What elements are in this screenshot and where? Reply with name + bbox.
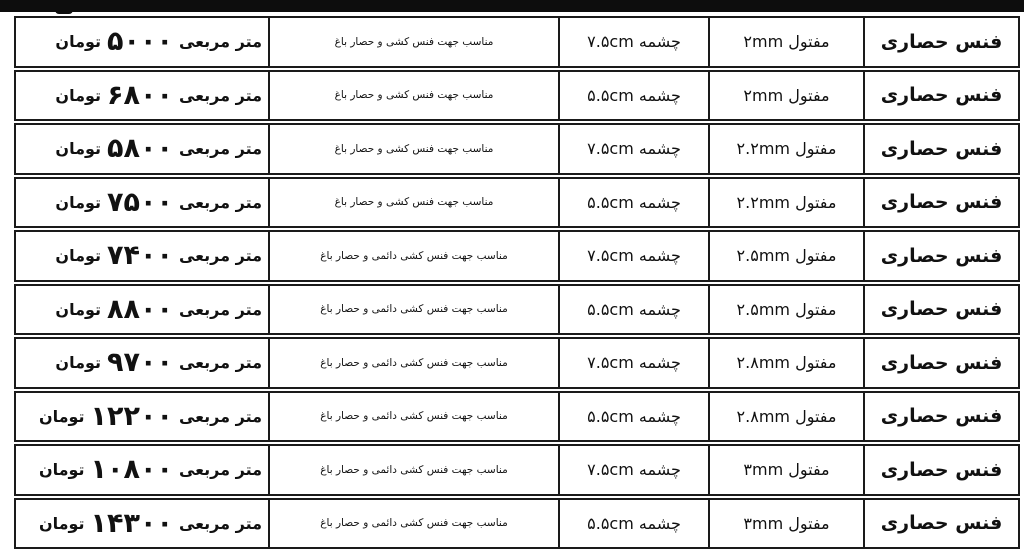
table-row (14, 284, 1020, 336)
wire-gauge-cell: مفتول ۲mm (708, 18, 863, 66)
table-row (14, 230, 1020, 282)
table-row (14, 391, 1020, 443)
price-value: ۸۸۰۰ (107, 293, 173, 325)
wire-gauge-cell: مفتول ۲.۲mm (708, 179, 863, 227)
product-name-cell: فنس حصاری (863, 179, 1018, 227)
price-value: ۶۸۰۰ (107, 79, 173, 111)
product-name-cell: فنس حصاری (863, 339, 1018, 387)
table-row (14, 498, 1020, 550)
wire-gauge-cell: مفتول ۳mm (708, 446, 863, 494)
usage-cell: مناسب جهت فنس کشی دائمی و حصار باغ (268, 232, 558, 280)
price-currency: تومان (38, 460, 85, 480)
price-currency: تومان (55, 246, 102, 266)
product-name-cell: فنس حصاری (863, 393, 1018, 441)
product-name-cell: فنس حصاری (863, 72, 1018, 120)
table-row (14, 177, 1020, 229)
wire-gauge-cell: مفتول ۳mm (708, 500, 863, 548)
mesh-size-cell: چشمه ۷.۵cm (558, 232, 708, 280)
mesh-size-cell: چشمه ۵.۵cm (558, 179, 708, 227)
price-currency: تومان (38, 406, 85, 426)
price-value: ۷۴۰۰ (107, 240, 173, 272)
price-cell (16, 286, 268, 334)
wire-gauge-cell: مفتول ۲.۸mm (708, 393, 863, 441)
price-value: ۱۴۳۰۰ (90, 507, 173, 539)
price-cell (16, 125, 268, 173)
price-value: ۱۰۸۰۰ (90, 454, 173, 486)
price-value: ۵۸۰۰ (107, 133, 173, 165)
table-row (14, 16, 1020, 68)
price-currency: تومان (38, 513, 85, 533)
price-unit: متر مربعی (178, 139, 262, 159)
price-cell (16, 339, 268, 387)
mesh-size-cell: چشمه ۷.۵cm (558, 446, 708, 494)
top-bar (0, 0, 1024, 12)
mesh-size-cell: چشمه ۵.۵cm (558, 286, 708, 334)
price-currency: تومان (55, 32, 102, 52)
table-row (14, 70, 1020, 122)
price-value: ۵۰۰۰ (107, 26, 173, 58)
wire-gauge-cell: مفتول ۲.۲mm (708, 125, 863, 173)
price-unit: متر مربعی (178, 299, 262, 319)
price-table (14, 16, 1020, 551)
product-name-cell: فنس حصاری (863, 125, 1018, 173)
price-cell (16, 232, 268, 280)
usage-cell: مناسب جهت فنس کشی دائمی و حصار باغ (268, 500, 558, 548)
wire-gauge-cell: مفتول ۲.۵mm (708, 232, 863, 280)
price-cell (16, 179, 268, 227)
product-name-cell: فنس حصاری (863, 500, 1018, 548)
price-value: ۹۷۰۰ (107, 347, 173, 379)
usage-cell: مناسب جهت فنس کشی و حصار باغ (268, 125, 558, 173)
product-name-cell: فنس حصاری (863, 18, 1018, 66)
usage-cell: مناسب جهت فنس کشی و حصار باغ (268, 18, 558, 66)
usage-cell: مناسب جهت فنس کشی دائمی و حصار باغ (268, 286, 558, 334)
mesh-size-cell: چشمه ۷.۵cm (558, 339, 708, 387)
price-unit: متر مربعی (178, 192, 262, 212)
price-unit: متر مربعی (178, 32, 262, 52)
product-name-cell: فنس حصاری (863, 286, 1018, 334)
price-unit: متر مربعی (178, 246, 262, 266)
table-row (14, 444, 1020, 496)
price-cell (16, 500, 268, 548)
usage-cell: مناسب جهت فنس کشی دائمی و حصار باغ (268, 393, 558, 441)
price-cell (16, 446, 268, 494)
price-currency: تومان (55, 139, 102, 159)
top-bar-notch (55, 8, 73, 14)
usage-cell: مناسب جهت فنس کشی دائمی و حصار باغ (268, 339, 558, 387)
mesh-size-cell: چشمه ۷.۵cm (558, 125, 708, 173)
mesh-size-cell: چشمه ۵.۵cm (558, 393, 708, 441)
mesh-size-cell: چشمه ۵.۵cm (558, 500, 708, 548)
usage-cell: مناسب جهت فنس کشی و حصار باغ (268, 179, 558, 227)
price-value: ۷۵۰۰ (107, 186, 173, 218)
price-unit: متر مربعی (178, 406, 262, 426)
product-name-cell: فنس حصاری (863, 446, 1018, 494)
price-unit: متر مربعی (178, 85, 262, 105)
price-unit: متر مربعی (178, 353, 262, 373)
price-cell (16, 393, 268, 441)
price-cell (16, 18, 268, 66)
price-currency: تومان (55, 299, 102, 319)
mesh-size-cell: چشمه ۵.۵cm (558, 72, 708, 120)
price-currency: تومان (55, 192, 102, 212)
usage-cell: مناسب جهت فنس کشی و حصار باغ (268, 72, 558, 120)
table-row (14, 337, 1020, 389)
price-cell (16, 72, 268, 120)
product-name-cell: فنس حصاری (863, 232, 1018, 280)
price-unit: متر مربعی (178, 460, 262, 480)
usage-cell: مناسب جهت فنس کشی دائمی و حصار باغ (268, 446, 558, 494)
price-unit: متر مربعی (178, 513, 262, 533)
table-row (14, 123, 1020, 175)
price-currency: تومان (55, 85, 102, 105)
wire-gauge-cell: مفتول ۲.۸mm (708, 339, 863, 387)
price-currency: تومان (55, 353, 102, 373)
wire-gauge-cell: مفتول ۲mm (708, 72, 863, 120)
mesh-size-cell: چشمه ۷.۵cm (558, 18, 708, 66)
wire-gauge-cell: مفتول ۲.۵mm (708, 286, 863, 334)
price-value: ۱۲۲۰۰ (90, 400, 173, 432)
